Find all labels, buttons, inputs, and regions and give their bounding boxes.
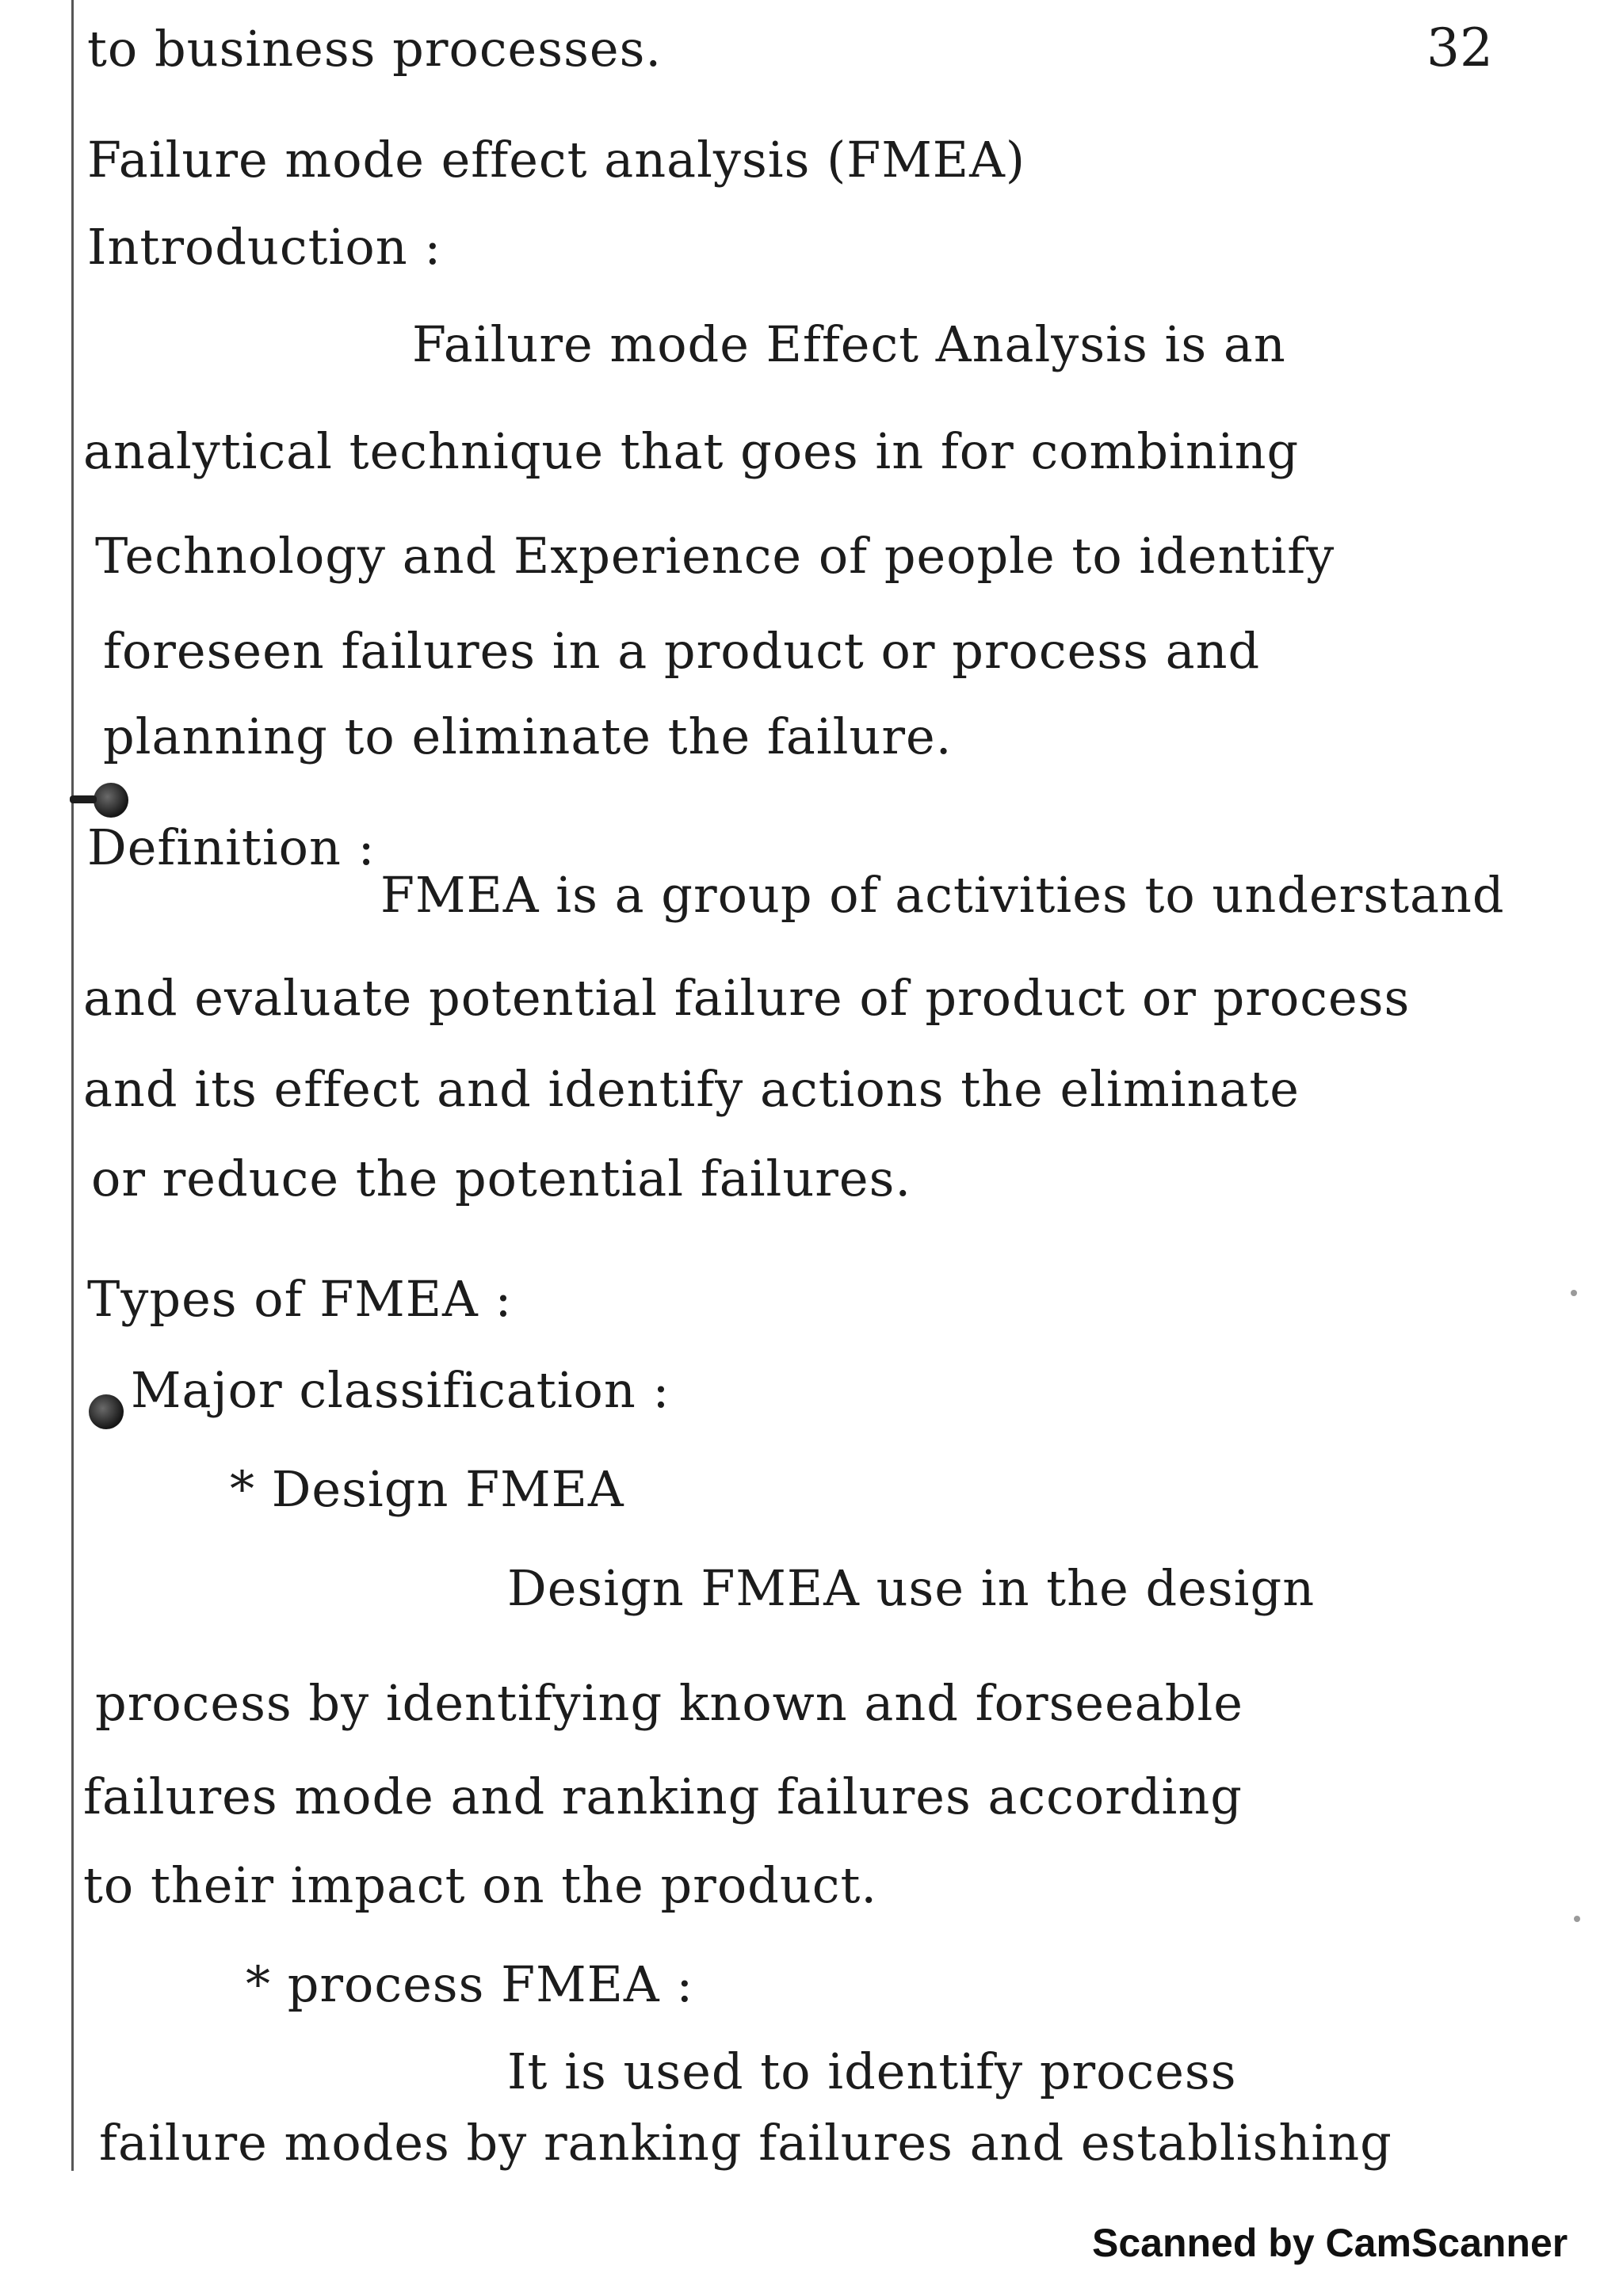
heading-types-of-fmea: Types of FMEA : (87, 1270, 513, 1328)
punch-hole-bottom (89, 1394, 124, 1429)
design-line-2: process by identifying known and forseeable (95, 1674, 1243, 1732)
definition-line-3: and its effect and identify actions the eliminate (83, 1060, 1300, 1118)
punch-hole-top (94, 783, 128, 818)
scan-speck (1571, 1290, 1577, 1296)
definition-line-2: and evaluate potential failure of product or process (83, 969, 1411, 1027)
design-line-1: Design FMEA use in the design (507, 1559, 1316, 1617)
intro-line-5: planning to eliminate the failure. (103, 707, 953, 765)
text-line-continuation: to business processes. (87, 20, 663, 78)
intro-line-2: analytical technique that goes in for combining (83, 422, 1300, 480)
scanner-watermark: Scanned by CamScanner (1092, 2221, 1568, 2265)
design-line-4: to their impact on the product. (83, 1856, 878, 1914)
process-line-2: failure modes by ranking failures and establishing (99, 2114, 1392, 2172)
heading-definition: Definition : (87, 818, 376, 876)
design-line-3: failures mode and ranking failures according (83, 1768, 1243, 1825)
heading-major-classification: Major classification : (131, 1361, 670, 1419)
intro-line-1: Failure mode Effect Analysis is an (412, 315, 1286, 373)
scan-speck (1574, 1916, 1580, 1922)
bullet-design-fmea: * Design FMEA (230, 1460, 624, 1518)
process-line-1: It is used to identify process (507, 2042, 1237, 2100)
intro-line-3: Technology and Experience of people to identify (95, 527, 1335, 585)
heading-introduction: Introduction : (87, 218, 442, 276)
margin-line (71, 0, 74, 2171)
definition-line-1: FMEA is a group of activities to understand (380, 866, 1505, 924)
intro-line-4: foreseen failures in a product or process and (103, 622, 1261, 680)
section-heading-fmea: Failure mode effect analysis (FMEA) (87, 131, 1026, 189)
bullet-process-fmea: * process FMEA : (246, 1955, 694, 2013)
definition-line-4: or reduce the potential failures. (91, 1150, 912, 1207)
page-number: 32 (1426, 17, 1493, 78)
